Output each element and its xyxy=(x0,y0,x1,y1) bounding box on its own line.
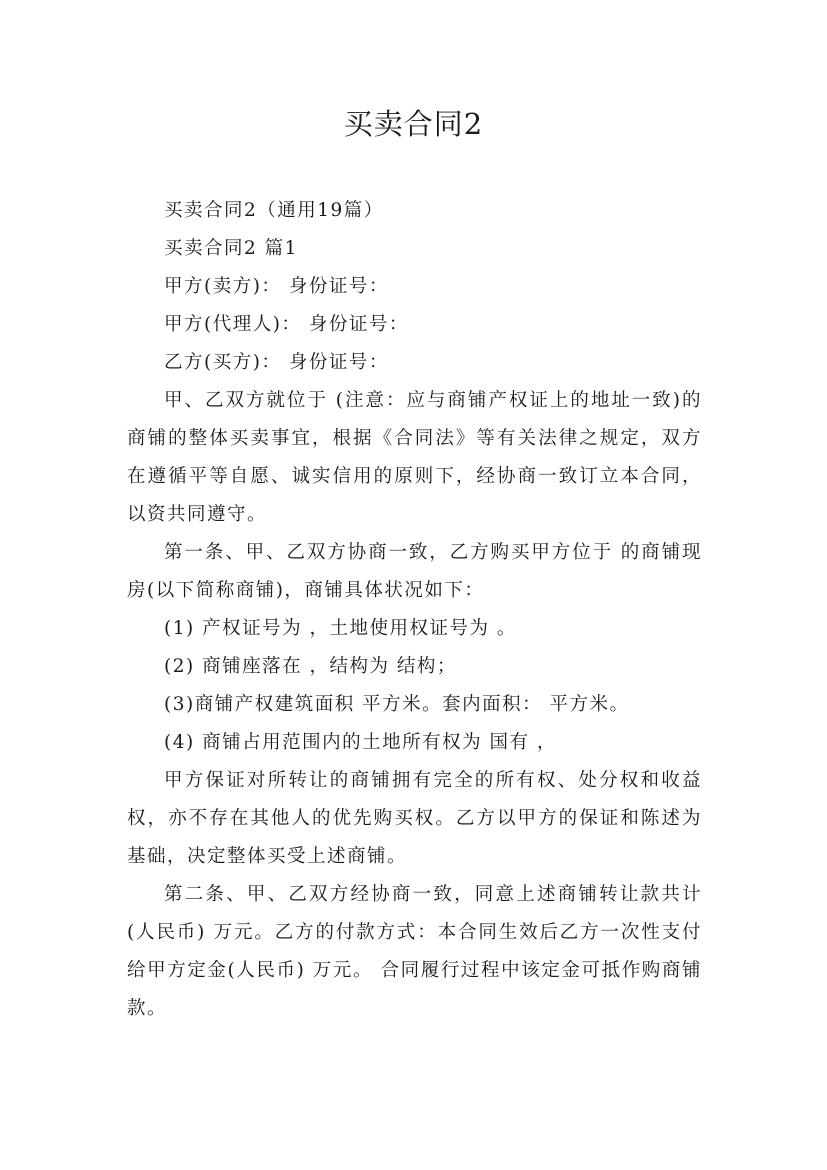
paragraph-party-a-seller: 甲方(卖方)： 身份证号： xyxy=(164,276,389,297)
paragraph-item-4: (4) 商铺占用范围内的土地所有权为 国有 ， xyxy=(164,732,557,753)
paragraph-subtitle: 买卖合同2（通用19篇） xyxy=(164,200,384,221)
paragraph-item-2: (2) 商铺座落在 ，结构为 结构； xyxy=(164,656,457,677)
document-title: 买卖合同2 xyxy=(343,107,484,141)
paragraph-party-a-agent: 甲方(代理人)： 身份证号： xyxy=(164,314,409,335)
paragraph-item-3: (3)商铺产权建筑面积 平方米。套内面积： 平方米。 xyxy=(164,694,630,715)
document-body xyxy=(127,192,702,1028)
paragraph-article-2: 第二条、甲、乙双方经协商一致，同意上述商铺转让款共计(人民币) 万元。乙方的付款方式：本合同生效后乙方一次性支付给甲方定金(人民币) 万元。 合同履行过程中该定金可抵作购商铺款。 xyxy=(127,884,702,1019)
paragraph-preamble: 甲、乙双方就位于 (注意：应与商铺产权证上的地址一致)的商铺的整体买卖事宜，根据《合同法》等有关法律之规定，双方在遵循平等自愿、诚实信用的原则下，经协商一致订立本合同，以资共同遵守。 xyxy=(127,390,702,525)
paragraph-party-b-buyer: 乙方(买方)： 身份证号： xyxy=(164,352,389,373)
paragraph-guarantee: 甲方保证对所转让的商铺拥有完全的所有权、处分权和收益权，亦不存在其他人的优先购买权。乙方以甲方的保证和陈述为基础，决定整体买受上述商铺。 xyxy=(127,770,702,867)
paragraph-article-1: 第一条、甲、乙双方协商一致，乙方购买甲方位于 的商铺现房(以下简称商铺)，商铺具体状况如下： xyxy=(127,542,702,601)
paragraph-section-heading: 买卖合同2 篇1 xyxy=(164,238,298,259)
paragraph-item-1: (1) 产权证号为 ，土地使用权证号为 。 xyxy=(164,618,517,639)
